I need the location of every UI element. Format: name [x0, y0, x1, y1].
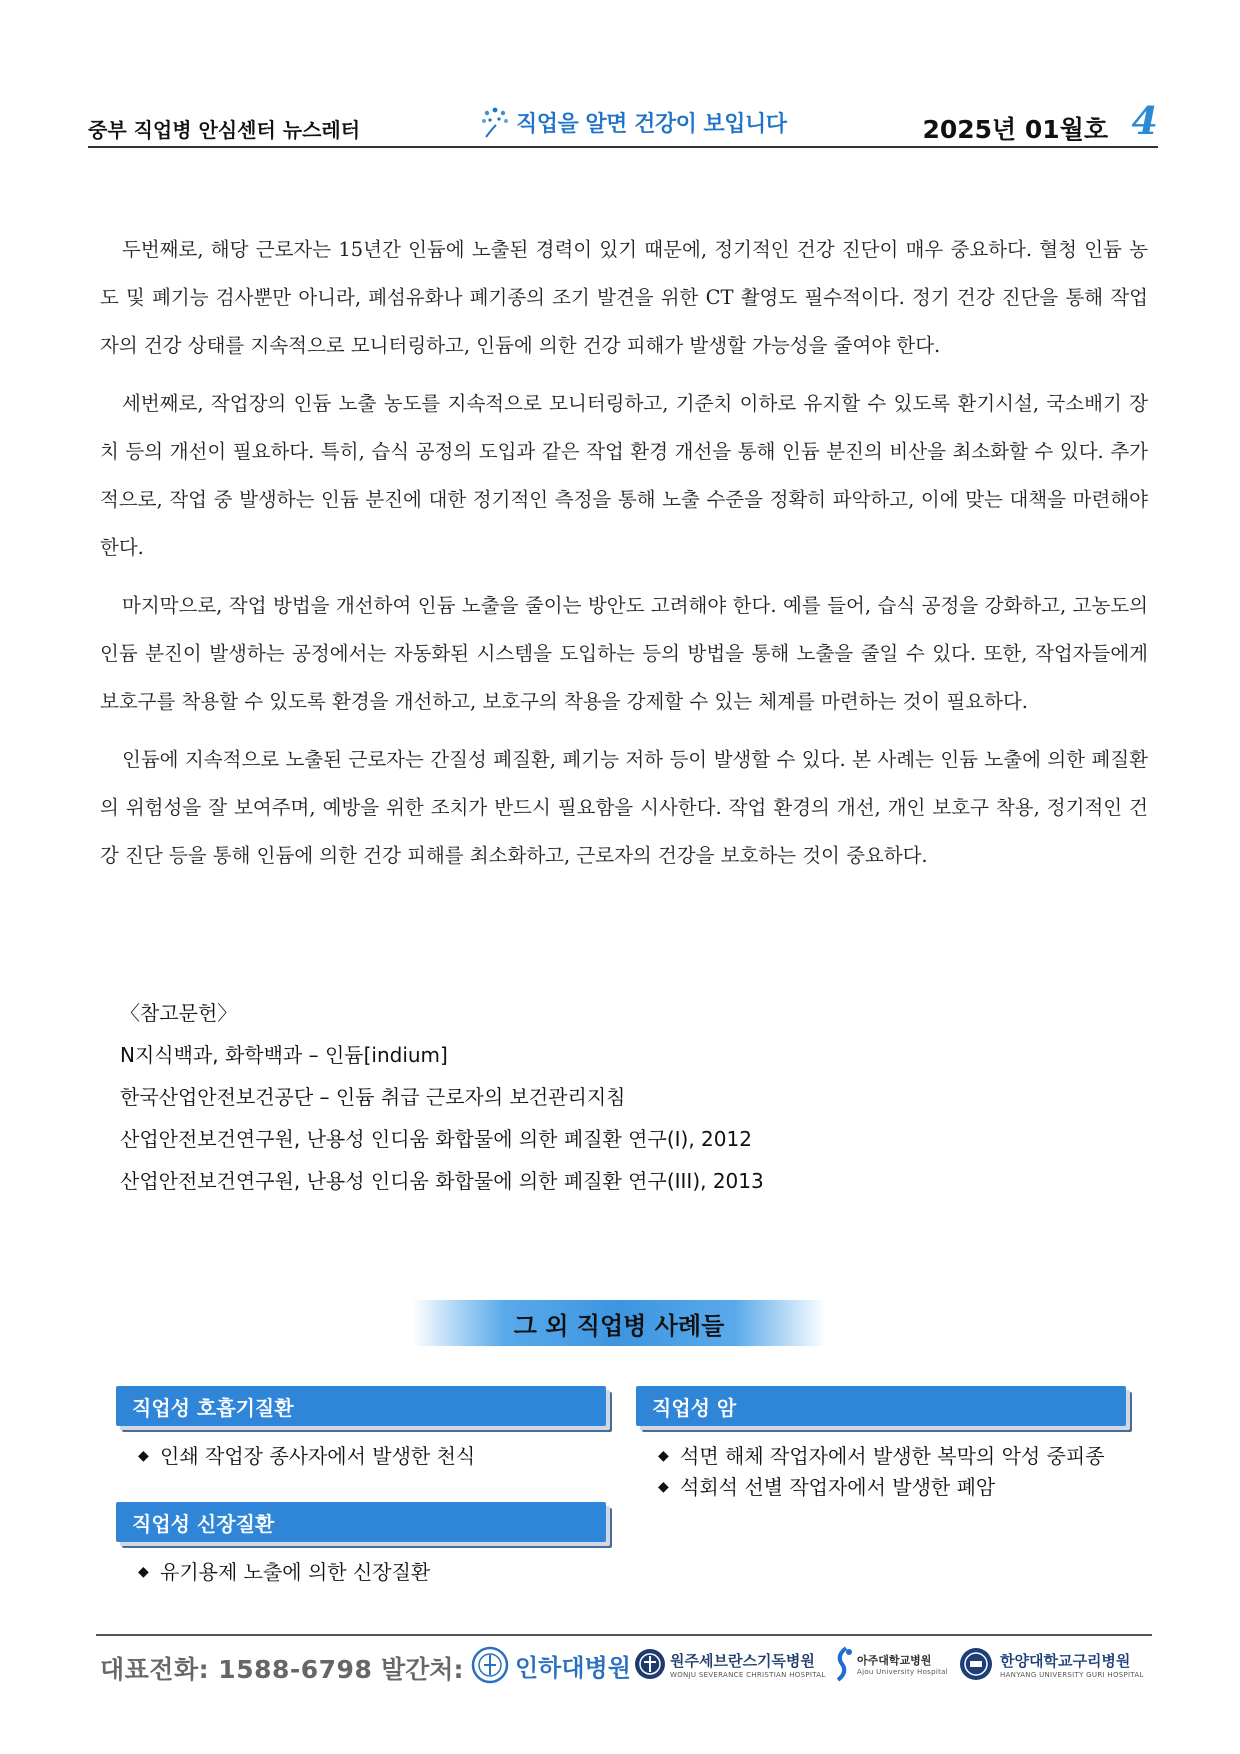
reference-item: 산업안전보건연구원, 난용성 인디움 화합물에 의한 폐질환 연구(III), 2013	[120, 1169, 764, 1193]
inha-emblem-icon	[471, 1646, 509, 1684]
reference-item: N지식백과, 화학백과 – 인듐[indium]	[120, 1043, 448, 1067]
ajou-name: 아주대학교병원	[857, 1654, 932, 1667]
category-label: 직업성 호흡기질환	[132, 1395, 294, 1420]
list-item: ◆ 석회석 선별 작업자에서 발생한 폐암	[658, 1472, 1128, 1503]
page-header	[88, 100, 1158, 148]
list-item: ◆ 유기용제 노출에 의한 신장질환	[138, 1557, 598, 1588]
wonju-english: WONJU SEVERANCE CHRISTIAN HOSPITAL	[670, 1670, 826, 1679]
kidney-items	[138, 1557, 598, 1588]
ajou-mark-icon	[834, 1646, 854, 1682]
list-item: ◆ 석면 해체 작업자에서 발생한 복막의 악성 중피종	[658, 1441, 1128, 1472]
ajou-english: Ajou University Hospital	[857, 1668, 948, 1676]
diamond-bullet-icon: ◆	[658, 1479, 669, 1495]
references-title: 〈참고문헌〉	[120, 1001, 238, 1025]
article-body	[100, 226, 1148, 890]
hanyang-emblem-icon	[958, 1646, 994, 1682]
paragraph: 두번째로, 해당 근로자는 15년간 인듐에 노출된 경력이 있기 때문에, 정기적인 건강 진단이 매우 중요하다. 혈청 인듐 농도 및 폐기능 검사뿐만 아니라, 폐섬유화나 폐기종의 조기 발견을 위한 CT 촬영도 필수적이다. 정기 건강 진단을 통해 작업자의 건강 상태를 지속적으로 모니터링하고, 인듐에 의한 건강 피해가 발생할 가능성을 줄여야 한다.	[100, 238, 1148, 357]
other-cases-banner	[412, 1300, 826, 1346]
issue-date: 2025년 01월호	[922, 115, 1108, 144]
phone-number: 대표전화: 1588-6798	[100, 1655, 373, 1684]
logo-ajou	[834, 1646, 948, 1682]
logo-inha	[471, 1646, 631, 1684]
cancer-items	[658, 1441, 1128, 1503]
category-label: 직업성 신장질환	[132, 1511, 275, 1536]
other-cases-title: 그 외 직업병 사례들	[513, 1311, 725, 1340]
page-number: 4	[1131, 98, 1158, 143]
logo-wonju	[634, 1646, 826, 1682]
references	[120, 992, 764, 1202]
diamond-bullet-icon: ◆	[138, 1448, 149, 1464]
reference-item: 산업안전보건연구원, 난용성 인디움 화합물에 의한 폐질환 연구(I), 2012	[120, 1127, 752, 1151]
category-label: 직업성 암	[652, 1395, 737, 1420]
paragraph: 마지막으로, 작업 방법을 개선하여 인듐 노출을 줄이는 방안도 고려해야 한다. 예를 들어, 습식 공정을 강화하고, 고농도의 인듐 분진이 발생하는 공정에서는 자동화된 시스템을 도입하는 등의 방법을 통해 노출을 줄일 수 있다. 또한, 작업자들에게 보호구를 착용할 수 있도록 환경을 개선하고, 보호구의 착용을 강제할 수 있는 체계를 마련하는 것이 필요하다.	[100, 594, 1148, 713]
respiratory-items	[138, 1441, 598, 1472]
category-kidney	[116, 1502, 606, 1542]
slogan-text: 직업을 알면 건강이 보입니다	[516, 111, 787, 137]
list-item: ◆ 인쇄 작업장 종사자에서 발생한 천식	[138, 1441, 598, 1472]
paragraph: 세번째로, 작업장의 인듐 노출 농도를 지속적으로 모니터링하고, 기준치 이하로 유지할 수 있도록 환기시설, 국소배기 장치 등의 개선이 필요하다. 특히, 습식 공정의 도입과 같은 작업 환경 개선을 통해 인듐 분진의 비산을 최소화할 수 있다. 추가적으로, 작업 중 발생하는 인듐 분진에 대한 정기적인 측정을 통해 노출 수준을 정확히 파악하고, 이에 맞는 대책을 마련해야 한다.	[100, 392, 1148, 559]
newsletter-name: 중부 직업병 안심센터 뉴스레터	[88, 118, 361, 142]
logo-hanyang	[958, 1646, 1144, 1682]
slogan-block	[480, 104, 787, 140]
reference-item: 한국산업안전보건공단 – 인듐 취급 근로자의 보건관리지침	[120, 1085, 626, 1109]
diamond-bullet-icon: ◆	[658, 1448, 669, 1464]
hanyang-name: 한양대학교구리병원	[1000, 1651, 1131, 1670]
sparkle-logo-icon	[480, 105, 510, 139]
category-cancer	[636, 1386, 1126, 1426]
diamond-bullet-icon: ◆	[138, 1564, 149, 1580]
category-respiratory	[116, 1386, 606, 1426]
hanyang-english: HANYANG UNIVERSITY GURI HOSPITAL	[1000, 1670, 1144, 1679]
wonju-name: 원주세브란스기독병원	[670, 1651, 815, 1670]
publisher-label: 발간처:	[381, 1655, 464, 1684]
page-footer	[96, 1634, 1152, 1696]
inha-name: 인하대병원	[515, 1653, 631, 1682]
wonju-shield-icon	[634, 1646, 666, 1682]
paragraph: 인듐에 지속적으로 노출된 근로자는 간질성 폐질환, 폐기능 저하 등이 발생할 수 있다. 본 사례는 인듐 노출에 의한 폐질환의 위험성을 잘 보여주며, 예방을 위한 조치가 반드시 필요함을 시사한다. 작업 환경의 개선, 개인 보호구 착용, 정기적인 건강 진단 등을 통해 인듐에 의한 건강 피해를 최소화하고, 근로자의 건강을 보호하는 것이 중요하다.	[100, 748, 1148, 867]
